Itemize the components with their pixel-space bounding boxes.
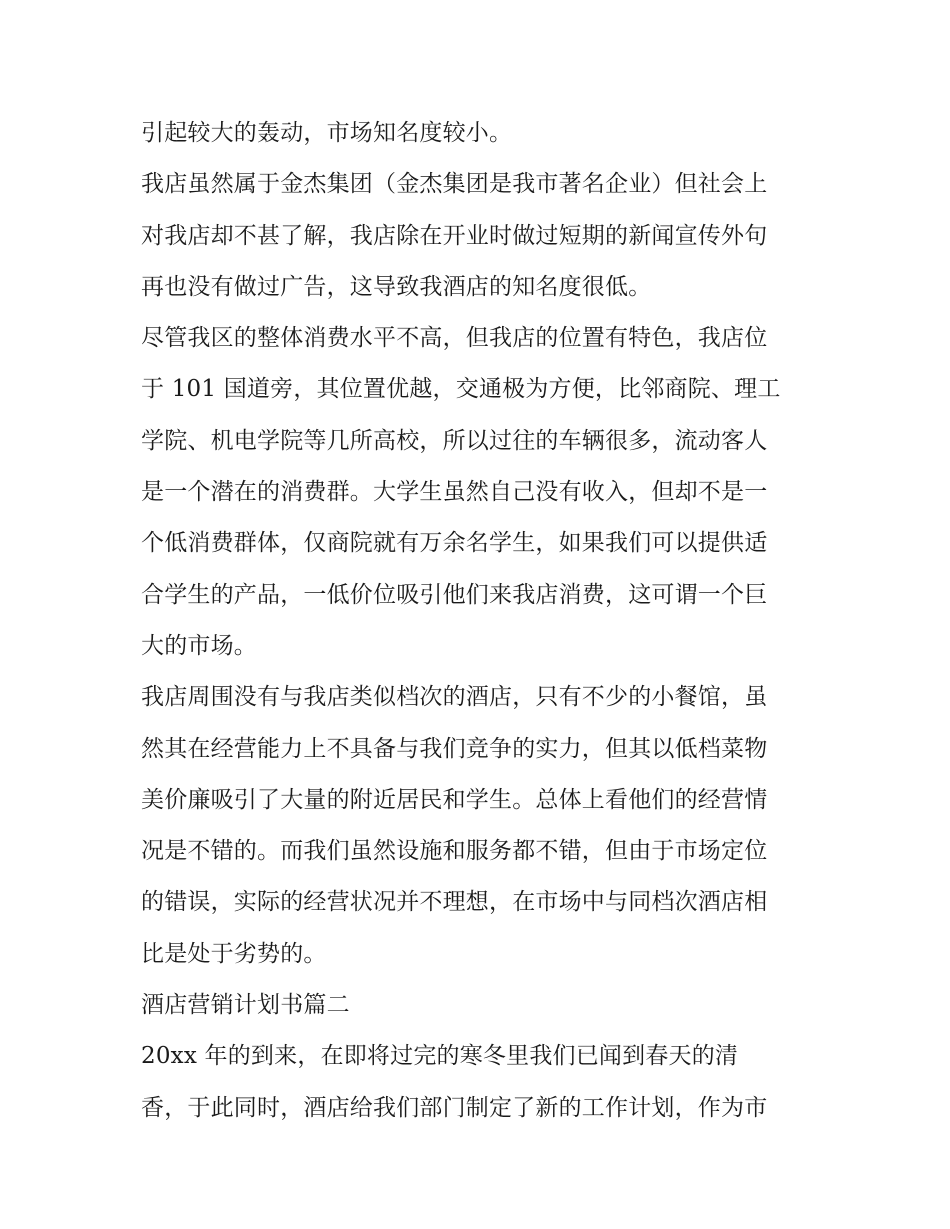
- text-line: 比是处于劣势的。: [141, 940, 327, 967]
- text-line: 对我店却不甚了解，我店除在开业时做过短期的新闻宣传外句: [141, 222, 768, 249]
- text-line: 合学生的产品，一低价位吸引他们来我店消费，这可谓一个巨: [141, 581, 768, 608]
- text-line: 美价廉吸引了大量的附近居民和学生。总体上看他们的经营情: [141, 786, 768, 813]
- text-line: 大的市场。: [141, 632, 257, 659]
- text-line: 我店周围没有与我店类似档次的酒店，只有不少的小餐馆，虽: [141, 684, 768, 711]
- section-heading: 酒店营销计划书篇二: [141, 992, 350, 1019]
- text-line: 于 101 国道旁，其位置优越，交通极为方便，比邻商院、理工: [141, 376, 781, 403]
- text-line: 的错误，实际的经营状况并不理想，在市场中与同档次酒店相: [141, 889, 768, 916]
- text-line: 尽管我区的整体消费水平不高，但我店的位置有特色，我店位: [141, 325, 768, 352]
- text-line: 再也没有做过广告，这导致我酒店的知名度很低。: [141, 273, 652, 300]
- text-line: 学院、机电学院等几所高校，所以过往的车辆很多，流动客人: [141, 427, 768, 454]
- text-line: 个低消费群体，仅商院就有万余名学生，如果我们可以提供适: [141, 530, 768, 557]
- text-line: 香，于此同时，酒店给我们部门制定了新的工作计划，作为市: [141, 1094, 768, 1121]
- text-line: 然其在经营能力上不具备与我们竞争的实力，但其以低档菜物: [141, 735, 768, 762]
- text-line: 引起较大的轰动，市场知名度较小。: [141, 120, 513, 146]
- document-body: [141, 108, 821, 1134]
- text-line: 是一个潜在的消费群。大学生虽然自己没有收入，但却不是一: [141, 479, 768, 506]
- text-line: 20xx 年的到来，在即将过完的寒冬里我们已闻到春天的清: [141, 1043, 739, 1070]
- text-line: 我店虽然属于金杰集团（金杰集团是我市著名企业）但社会上: [141, 171, 768, 198]
- text-line: 况是不错的。而我们虽然设施和服务都不错，但由于市场定位: [141, 838, 768, 865]
